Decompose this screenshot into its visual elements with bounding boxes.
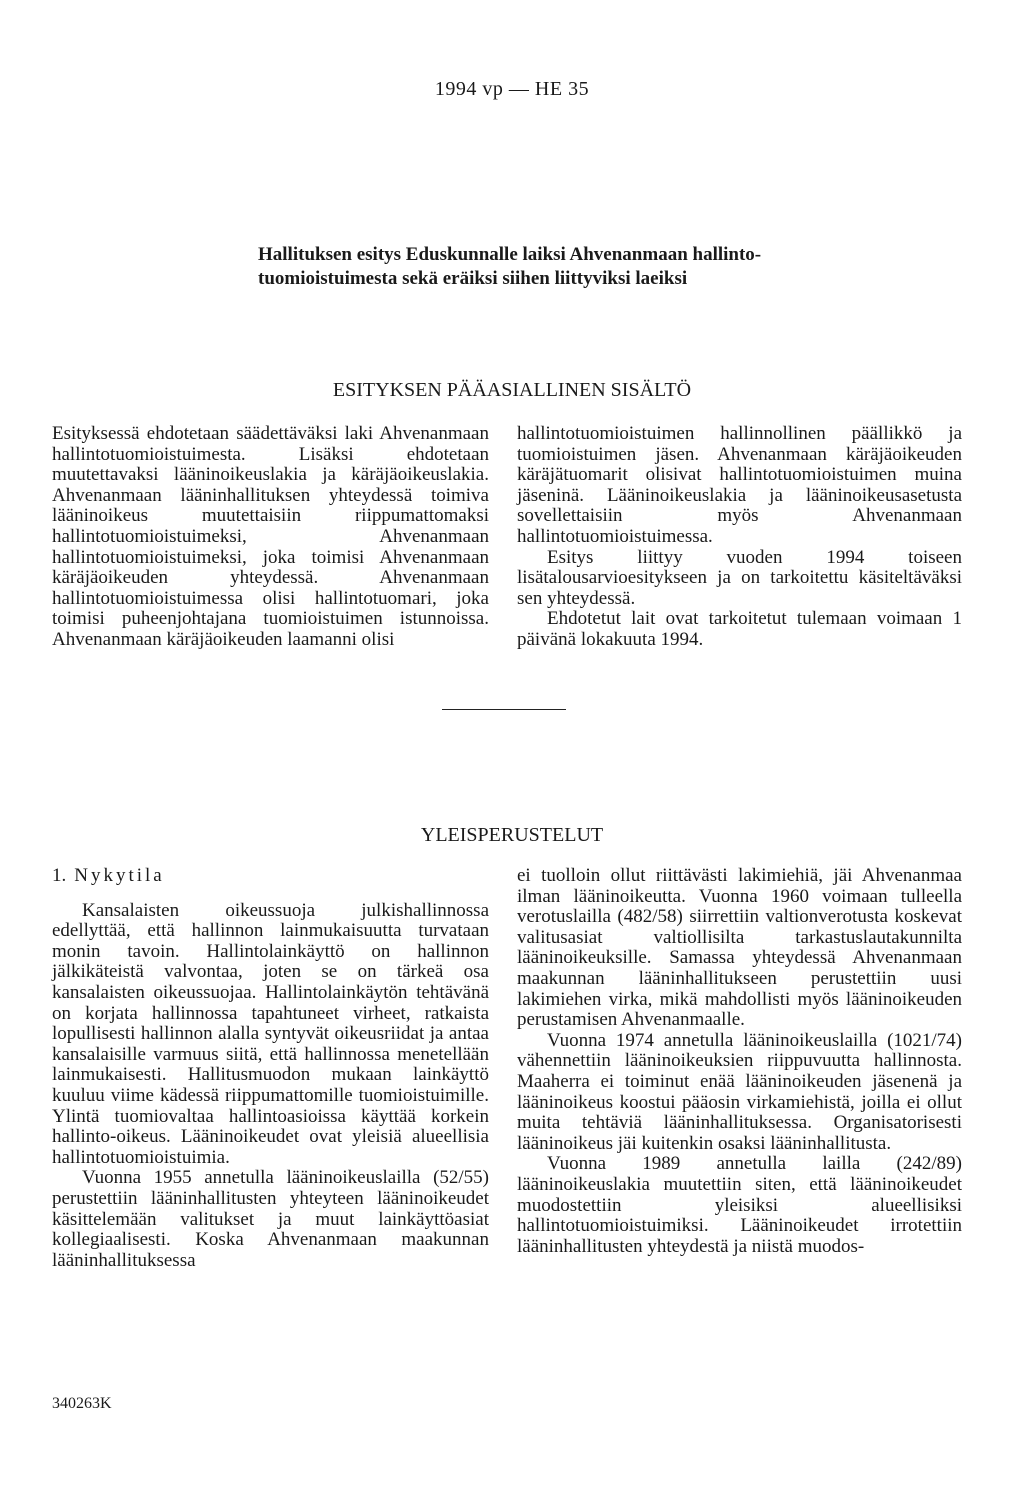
section-divider <box>442 709 566 710</box>
document-title <box>258 243 978 291</box>
title-line-1: Hallituksen esitys Eduskunnalle laiksi Ahvenanmaan hallinto- <box>258 244 762 265</box>
document-code: 340263K <box>52 1395 112 1412</box>
summary-right-column <box>517 424 962 651</box>
summary-left-column <box>52 424 489 651</box>
subsection-number: 1. <box>52 865 67 886</box>
general-right-column <box>517 866 962 1257</box>
general-left-column <box>52 866 489 1271</box>
body-paragraph: Vuonna 1955 annetulla lääninoikeuslailla (52/55) perustettiin lääninhallitusten yhteyteen lääninoikeudet käsittelemään valitukset ja muut lainkäyttöasiat kollegiaalisesti. Koska Ahvenanmaan maakunnan lääninhallituksessa <box>52 1167 489 1271</box>
subsection-title: Nykytila <box>74 865 165 886</box>
summary-paragraph: Esitys liittyy vuoden 1994 toiseen lisätalousarvioesitykseen ja on tarkoitettu käsiteltäväksi sen yhteydessä. <box>517 546 962 609</box>
summary-paragraph: Esityksessä ehdotetaan säädettäväksi laki Ahvenanmaan hallintotuomioistuimesta. Lisäksi ehdotetaan muutettavaksi lääninoikeuslakia ja käräjäoikeuslakia. Ahvenanmaan lääninhallituksen yhteydessä toimiva lääninoikeus muutettaisiin riippumattomaksi hallintotuomioistuimeksi, Ahvenanmaan hallintotuomioistuimeksi, joka toimisi Ahvenanmaan käräjäoikeuden yhteydessä. Ahvenanmaan hallintotuomioistuimessa olisi hallintotuomari, joka toimisi puheenjohtajana tuomioistuimen istunnoissa. Ahvenanmaan käräjäoikeuden laamanni olisi <box>52 423 489 650</box>
body-paragraph: Vuonna 1974 annetulla lääninoikeuslailla (1021/74) vähennettiin lääninoikeuksien riippuvuutta hallinnosta. Maaherra ei toiminut enää lääninoikeuden jäsenenä ja lääninoikeus koostui pääosin virkamiehistä, joilla ei ollut muita tehtäviä lääninhallituksessa. Organisatorisesti lääninoikeus jäi kuitenkin osaksi lääninhallitusta. <box>517 1029 962 1154</box>
summary-heading: ESITYKSEN PÄÄASIALLINEN SISÄLTÖ <box>332 379 692 401</box>
body-paragraph: Vuonna 1989 annetulla laillа (242/89) lääninoikeuslakia muutettiin siten, että lääninoikeudet muodostettiin yleisiksi alueellisiksi hallintotuomioistuimiksi. Lääninoikeudet irrotettiin lääninhallitusten yhteydestä ja niistä muodos- <box>517 1153 962 1257</box>
body-paragraph: ei tuolloin ollut riittävästi lakimiehiä, jäi Ahvenanmaa ilman lääninoikeutta. Vuonna 1960 voimaan tulleella verotuslailla (482/58) siirrettiin valtionverotusta koskevat valitusasiat valtiollisilta tarkastuslautakunnilta lääninoikeuksille. Samassa yhteydessä Ahvenanmaan maakunnan lääninhallitukseen perustettiin uusi lakimiehen virka, mikä mahdollisti myös lääninoikeuden perustamisen Ahvenanmaalle. <box>517 865 962 1031</box>
running-header: 1994 vp — HE 35 <box>434 78 590 100</box>
title-line-2: tuomioistuimesta sekä eräiksi siihen liittyviksi laeiksi <box>258 267 688 289</box>
body-paragraph: Kansalaisten oikeussuoja julkishallinnossa edellyttää, että hallinnon lainmukaisuutta turvataan monin tavoin. Hallintolainkäyttö on hallinnon jälkikäteistä valvontaa, joten se on tärkeä osa kansalaisten oikeussuojaa. Hallintolainkäytön tehtävänä on korjata hallinnossa tapahtuneet virheet, ratkaista lopullisesti hallinnon alalla syntyvät oikeusriidat ja antaa kansalaisille varmuus siitä, että hallinnossa menetellään lainmukaisesti. Hallitusmuodon mukaan lainkäyttö kuuluu viime kädessä riippumattomille tuomioistuimille. Ylintä tuomiovaltaa hallintoasioissa käyttää korkein hallinto-oikeus. Lääninoikeudet ovat yleisiä alueellisia hallintotuomioistuimia. <box>52 899 489 1168</box>
summary-paragraph: Ehdotetut lait ovat tarkoitetut tulemaan voimaan 1 päivänä lokakuuta 1994. <box>517 608 962 650</box>
summary-paragraph: hallintotuomioistuimen hallinnollinen päällikkö ja tuomioistuimen jäsen. Ahvenanmaan käräjäoikeuden käräjätuomarit olisivat hallintotuomioistuimen muina jäseninä. Lääninoikeuslakia ja lääninoikeusasetusta sovellettaisiin myös Ahvenanmaan hallintotuomioistuimessa. <box>517 423 962 547</box>
subsection-heading <box>52 866 489 887</box>
general-heading: YLEISPERUSTELUT <box>420 824 604 846</box>
